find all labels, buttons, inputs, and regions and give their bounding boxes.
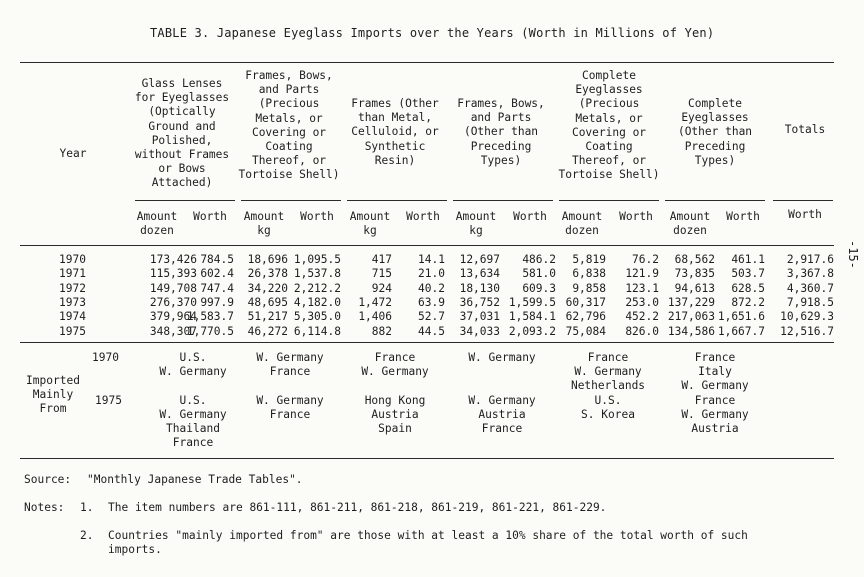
row-year: 1975: [59, 324, 86, 338]
amount-cell-col-5: 9,858: [572, 281, 606, 295]
worth-cell-col-2: 2,212.2: [293, 281, 341, 295]
notes-label: Notes:: [24, 501, 65, 514]
amount-cell-col-1: 173,426: [149, 253, 197, 266]
amount-cell-col-2: 51,217: [247, 310, 288, 324]
subheader-amount-col-6: Amount dozen: [669, 210, 711, 237]
data-bottom-rule: [20, 342, 834, 343]
total-cell: 10,629.3: [780, 310, 834, 324]
amount-cell-col-5: 5,819: [572, 253, 606, 266]
amount-cell-col-1: 348,307: [149, 324, 197, 338]
worth-cell-col-3: 52.7: [418, 310, 445, 324]
worth-cell-col-5: 826.0: [625, 324, 659, 338]
imported-1975-col-2: W. Germany France: [256, 394, 324, 421]
imported-1970-col-2: W. Germany France: [256, 351, 324, 378]
worth-cell-col-2: 1,095.5: [293, 253, 341, 266]
imported-1970-col-3: France W. Germany: [361, 351, 429, 378]
amount-cell-col-5: 62,796: [565, 310, 606, 324]
amount-cell-col-4: 12,697: [459, 253, 500, 266]
subheader-amount-col-2: Amount kg: [243, 210, 285, 237]
amount-cell-col-3: 882: [371, 324, 392, 338]
amount-cell-col-2: 26,378: [247, 267, 288, 281]
amount-cell-col-4: 36,752: [459, 295, 500, 309]
note-1-number: 1.: [80, 501, 94, 514]
amount-cell-col-6: 137,229: [667, 295, 715, 309]
amount-cell-col-5: 6,838: [572, 267, 606, 281]
subheader-rule: [20, 245, 834, 246]
header-col-3: Frames (Other than Metal, Celluloid, or Synthetic Resin): [351, 97, 439, 167]
worth-cell-col-3: 14.1: [418, 253, 445, 266]
worth-cell-col-3: 44.5: [418, 324, 445, 338]
amount-cell-col-5: 75,084: [565, 324, 606, 338]
worth-cell-col-5: 76.2: [632, 253, 659, 266]
subheader-amount-col-1: Amount dozen: [136, 210, 178, 237]
amount-cell-col-6: 94,613: [674, 281, 715, 295]
header-rule-5: [559, 200, 659, 201]
amount-cell-col-3: 1,406: [358, 310, 392, 324]
header-rule-3: [347, 200, 447, 201]
worth-cell-col-3: 63.9: [418, 295, 445, 309]
amount-cell-col-4: 34,033: [459, 324, 500, 338]
subheader-amount-col-4: Amount kg: [455, 210, 497, 237]
imported-1975-col-4: W. Germany Austria France: [468, 394, 536, 435]
source-text: "Monthly Japanese Trade Tables".: [87, 473, 303, 486]
amount-cell-col-1: 276,370: [149, 295, 197, 309]
worth-cell-col-6: 503.7: [731, 267, 765, 281]
amount-cell-col-6: 134,586: [667, 324, 715, 338]
amount-cell-col-4: 18,130: [459, 281, 500, 295]
worth-cell-col-5: 121.9: [625, 267, 659, 281]
row-year: 1971: [59, 267, 86, 281]
subheader-totals-worth: Worth: [788, 208, 822, 221]
subheader-amount-col-3: Amount kg: [349, 210, 391, 237]
worth-cell-col-6: 628.5: [731, 281, 765, 295]
worth-cell-col-1: 997.9: [200, 295, 234, 309]
amount-cell-col-3: 417: [371, 253, 392, 266]
note-2-text-cont: imports.: [108, 543, 162, 556]
amount-cell-col-2: 46,272: [247, 324, 288, 338]
header-rule-7: [773, 200, 833, 201]
worth-cell-col-1: 784.5: [200, 253, 234, 266]
note-2-text: Countries "mainly imported from" are those with at least a 10% share of the total worth of such: [108, 529, 748, 542]
amount-cell-col-5: 60,317: [565, 295, 606, 309]
total-cell: 4,360.7: [786, 281, 834, 295]
top-rule: [20, 62, 834, 63]
worth-cell-col-4: 581.0: [522, 267, 556, 281]
worth-cell-col-2: 6,114.8: [293, 324, 341, 338]
total-cell: 3,367.8: [786, 267, 834, 281]
header-rule-1: [135, 200, 235, 201]
subheader-worth-col-2: Worth: [300, 210, 334, 223]
imported-1975-col-6: France W. Germany Austria: [681, 394, 749, 435]
subheader-worth-col-3: Worth: [406, 210, 440, 223]
worth-cell-col-4: 1,599.5: [508, 295, 556, 309]
header-col-5: Complete Eyeglasses (Precious Metals, or Covering or Coating Thereof, or Tortoise Shell): [558, 69, 660, 182]
row-year: 1974: [59, 310, 86, 324]
header-col-2: Frames, Bows, and Parts (Precious Metals, or Covering or Coating Thereof, or Tortoise Shell): [238, 69, 340, 182]
worth-cell-col-6: 461.1: [731, 253, 765, 266]
imported-1970-col-1: U.S. W. Germany: [159, 351, 227, 378]
worth-cell-col-4: 486.2: [522, 253, 556, 266]
amount-cell-col-1: 379,964: [149, 310, 197, 324]
source-label: Source:: [24, 473, 72, 486]
note-1-text: The item numbers are 861-111, 861-211, 861-218, 861-219, 861-221, 861-229.: [108, 501, 607, 514]
table-title: TABLE 3. Japanese Eyeglass Imports over the Years (Worth in Millions of Yen): [150, 26, 715, 40]
header-col-1: Glass Lenses for Eyeglasses (Optically Ground and Polished, without Frames or Bows Attached): [134, 77, 230, 190]
worth-cell-col-3: 40.2: [418, 281, 445, 295]
amount-cell-col-6: 73,835: [674, 267, 715, 281]
row-year: 1972: [59, 281, 86, 295]
imported-1975-col-5: U.S. S. Korea: [581, 394, 635, 421]
amount-cell-col-1: 149,708: [149, 281, 197, 295]
table-bottom-rule: [20, 458, 834, 459]
worth-cell-col-1: 1,770.5: [186, 324, 234, 338]
worth-cell-col-1: 602.4: [200, 267, 234, 281]
worth-cell-col-4: 2,093.2: [508, 324, 556, 338]
subheader-worth-col-1: Worth: [193, 210, 227, 223]
worth-cell-col-6: 1,667.7: [717, 324, 765, 338]
amount-cell-col-2: 48,695: [247, 295, 288, 309]
amount-cell-col-3: 715: [371, 267, 392, 281]
amount-cell-col-6: 68,562: [674, 253, 715, 266]
header-rule-2: [241, 200, 341, 201]
amount-cell-col-4: 13,634: [459, 267, 500, 281]
worth-cell-col-6: 1,651.6: [717, 310, 765, 324]
imported-1975-col-1: U.S. W. Germany Thailand France: [159, 394, 227, 449]
header-col-4: Frames, Bows, and Parts (Other than Preceding Types): [457, 97, 545, 167]
row-year: 1973: [59, 295, 86, 309]
header-totals: Totals: [784, 123, 826, 136]
imported-year-1975: 1975: [95, 394, 122, 407]
amount-cell-col-2: 34,220: [247, 281, 288, 295]
note-2-number: 2.: [80, 529, 94, 542]
worth-cell-col-1: 1,583.7: [186, 310, 234, 324]
worth-cell-col-4: 1,584.1: [508, 310, 556, 324]
subheader-worth-col-5: Worth: [619, 210, 653, 223]
row-year: 1970: [59, 253, 86, 266]
amount-cell-col-6: 217,063: [667, 310, 715, 324]
worth-cell-col-2: 4,182.0: [293, 295, 341, 309]
worth-cell-col-5: 123.1: [625, 281, 659, 295]
header-col-6: Complete Eyeglasses (Other than Preceding Types): [677, 97, 753, 167]
imported-1970-col-5: France W. Germany Netherlands: [570, 351, 646, 392]
subheader-worth-col-4: Worth: [513, 210, 547, 223]
worth-cell-col-6: 872.2: [731, 295, 765, 309]
page-number: -15-: [846, 240, 860, 269]
amount-cell-col-3: 1,472: [358, 295, 392, 309]
worth-cell-col-5: 253.0: [625, 295, 659, 309]
subheader-worth-col-6: Worth: [726, 210, 760, 223]
amount-cell-col-2: 18,696: [247, 253, 288, 266]
imported-label: Imported Mainly From: [26, 374, 80, 415]
worth-cell-col-2: 1,537.8: [293, 267, 341, 281]
total-cell: 2,917.6: [786, 253, 834, 266]
header-year: Year: [59, 147, 87, 160]
header-rule-6: [665, 200, 765, 201]
worth-cell-col-2: 5,305.0: [293, 310, 341, 324]
worth-cell-col-1: 747.4: [200, 281, 234, 295]
amount-cell-col-4: 37,031: [459, 310, 500, 324]
worth-cell-col-4: 609.3: [522, 281, 556, 295]
amount-cell-col-1: 115,393: [149, 267, 197, 281]
imported-1970-col-6: France Italy W. Germany: [681, 351, 749, 392]
amount-cell-col-3: 924: [371, 281, 392, 295]
worth-cell-col-3: 21.0: [418, 267, 445, 281]
imported-year-1970: 1970: [92, 351, 119, 364]
total-cell: 12,516.7: [780, 324, 834, 338]
imported-1970-col-4: W. Germany: [468, 351, 536, 364]
total-cell: 7,918.5: [786, 295, 834, 309]
imported-1975-col-3: Hong Kong Austria Spain: [364, 394, 426, 435]
subheader-amount-col-5: Amount dozen: [561, 210, 603, 237]
header-rule-4: [453, 200, 553, 201]
worth-cell-col-5: 452.2: [625, 310, 659, 324]
